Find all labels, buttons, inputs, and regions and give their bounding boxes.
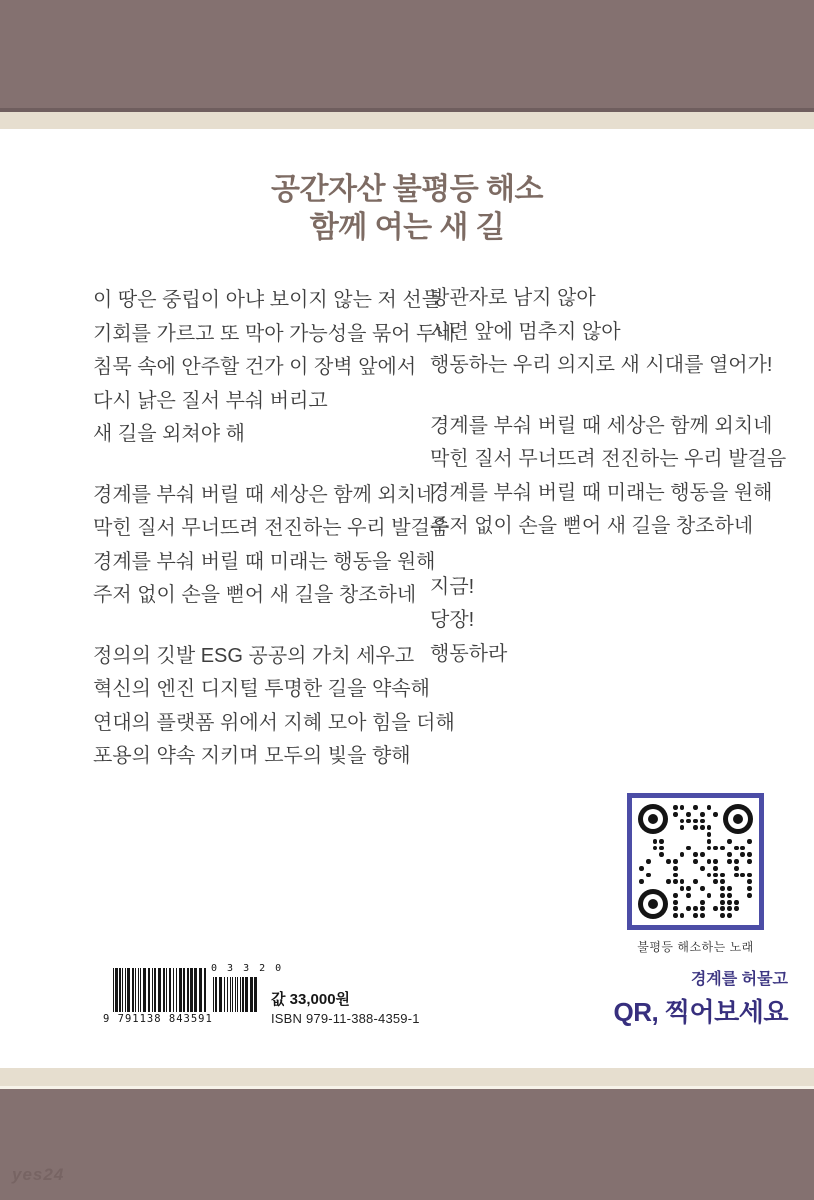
lyric-line: 경계를 부숴 버릴 때 미래는 행동을 원해 — [430, 481, 773, 504]
lyric-line: 경계를 부숴 버릴 때 세상은 함께 외치네 — [430, 414, 773, 437]
lyric-line: 지금! — [430, 575, 475, 598]
yes24-watermark: yes24 — [12, 1165, 65, 1184]
lyric-line: 주저 없이 손을 뻗어 새 길을 창조하네 — [430, 515, 754, 537]
lyric-line: 연대의 플랫폼 위에서 지혜 모아 힘을 더해 — [93, 711, 455, 734]
barcode-number: 9 791138 843591 — [103, 1013, 213, 1025]
lyric-line: 주저 없이 손을 뻗어 새 길을 창조하네 — [93, 584, 417, 606]
bottom-cream-strip — [0, 1068, 814, 1086]
song-title-line-2: 함께 여는 새 길 — [309, 211, 505, 244]
lyric-line: 기회를 가르고 또 막아 가능성을 묶어 두네 — [93, 322, 455, 345]
isbn-label: ISBN 979-11-388-4359-1 — [271, 1011, 420, 1026]
lyric-line: 경계를 부숴 버릴 때 세상은 함께 외치네 — [93, 483, 436, 506]
lyric-stanza — [93, 640, 455, 774]
lyric-stanza — [430, 571, 770, 672]
lyric-line: 새 길을 외쳐야 해 — [93, 423, 245, 445]
qr-code — [627, 793, 764, 930]
lyric-stanza — [93, 479, 450, 613]
ean-barcode — [113, 968, 209, 1012]
song-title-line-1: 공간자산 불평등 해소 — [271, 173, 543, 206]
bottom-band — [0, 1089, 814, 1200]
qr-taglines — [480, 966, 788, 1029]
qr-finder-top-left-icon — [638, 804, 668, 834]
lyric-line: 경계를 부숴 버릴 때 미래는 행동을 원해 — [93, 550, 436, 573]
lyric-line: 막힌 질서 무너뜨려 전진하는 우리 발걸음 — [93, 517, 450, 539]
qr-caption: 불평등 해소하는 노래 — [637, 940, 754, 954]
lyric-line: 당장! — [430, 609, 475, 631]
barcode-section — [103, 962, 420, 1028]
lyric-line: 막힌 질서 무너뜨려 전진하는 우리 발걸음 — [430, 448, 787, 470]
lyric-line: 시련 앞에 멈추지 않아 — [430, 320, 621, 343]
lyric-line: 이 땅은 중립이 아냐 보이지 않는 저 선들 — [93, 289, 442, 311]
lyric-line: 포용의 약속 지키며 모두의 빛을 향해 — [93, 745, 411, 767]
lyric-line: 행동하라 — [430, 642, 508, 665]
top-cream-strip — [0, 112, 814, 129]
lyric-line: 정의의 깃발 ESG 공공의 가치 세우고 — [93, 644, 415, 667]
qr-tagline-large: QR, 찍어보세요 — [613, 997, 788, 1027]
barcode-addon — [213, 977, 259, 1012]
lyric-line: 행동하는 우리 의지로 새 시대를 열어가! — [430, 354, 773, 376]
lyric-line: 다시 낡은 질서 부숴 버리고 — [93, 389, 328, 412]
qr-tagline-small: 경계를 허물고 — [690, 971, 788, 988]
lyric-line: 방관자로 남지 않아 — [430, 287, 596, 309]
barcode-addon-digits: 0 3 3 2 0 — [211, 963, 284, 974]
song-title — [0, 171, 814, 247]
lyric-stanza — [430, 282, 773, 383]
qr-finder-top-right-icon — [723, 804, 753, 834]
top-band — [0, 0, 814, 108]
lyric-stanza — [430, 410, 787, 544]
price-label: 값 33,000원 — [271, 991, 351, 1008]
lyric-line: 혁신의 엔진 디지털 투명한 길을 약속해 — [93, 678, 430, 700]
lyrics-right-column — [430, 282, 787, 698]
qr-finder-bottom-left-icon — [638, 889, 668, 919]
lyric-line: 침묵 속에 안주할 건가 이 장벽 앞에서 — [93, 356, 417, 378]
lyric-stanza — [93, 284, 455, 452]
qr-dot-matrix — [638, 804, 753, 919]
